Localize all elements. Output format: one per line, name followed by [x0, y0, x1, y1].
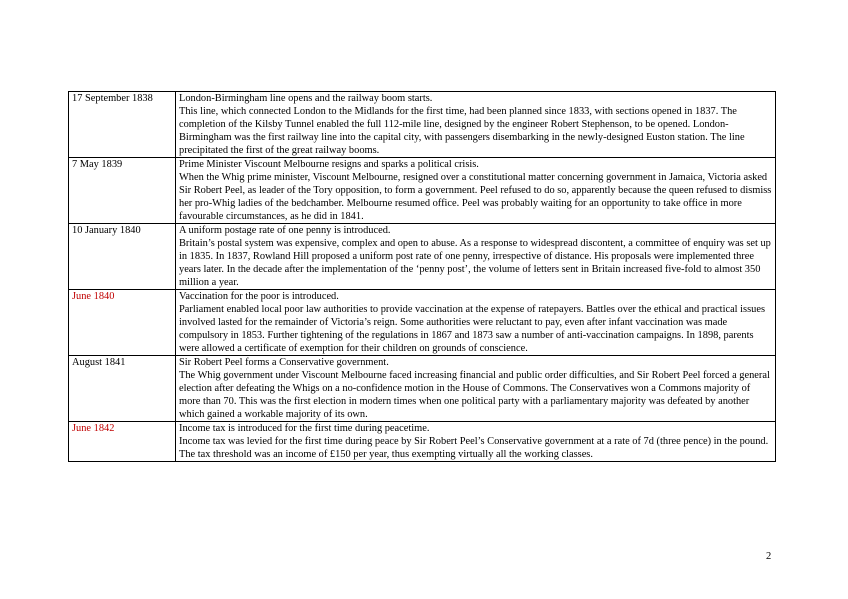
- table-row: [69, 224, 776, 290]
- event-description: The Whig government under Viscount Melbourne faced increasing financial and public order difficulties, and Sir Robert Peel forced a general election after defeating the Whigs on a no-confidence motion in the House of Commons. The Conservatives won a Commons majority of more than 70. This was the first election in modern times when one political party with a parliamentary majority was defeated by another which gained a workable majority of its own.: [179, 370, 770, 420]
- event-headline: Vaccination for the poor is introduced.: [179, 291, 339, 302]
- page-number: 2: [766, 551, 772, 562]
- date-cell: 7 May 1839: [69, 158, 176, 224]
- event-headline: London-Birmingham line opens and the railway boom starts.: [179, 93, 433, 104]
- event-description: Income tax was levied for the first time during peace by Sir Robert Peel’s Conservative government at a rate of 7d (three pence) in the pound. The tax threshold was an income of £150 per year, thus exempting virtually all the working classes.: [179, 436, 769, 460]
- date-cell: June 1840: [69, 290, 176, 356]
- table-row: [69, 422, 776, 462]
- table-row: [69, 290, 776, 356]
- event-cell: [176, 422, 776, 462]
- event-headline: A uniform postage rate of one penny is introduced.: [179, 225, 391, 236]
- date-cell: June 1842: [69, 422, 176, 462]
- event-description: Parliament enabled local poor law authorities to provide vaccination at the expense of ratepayers. Battles over the ethical and practical issues involved lasted for the remainder of Victoria’s reign. Some authorities were reluctant to pay, even after infant vaccination was made compulsory in 1853. Further tightening of the regulations in 1867 and 1873 saw a number of anti-vaccination campaigns. In 1898, parents were allowed a certificate of exemption for their children on grounds of conscience.: [179, 304, 765, 354]
- table-row: [69, 356, 776, 422]
- event-cell: [176, 224, 776, 290]
- table-row: [69, 158, 776, 224]
- event-headline: Income tax is introduced for the first time during peacetime.: [179, 423, 430, 434]
- event-cell: [176, 158, 776, 224]
- date-cell: 17 September 1838: [69, 92, 176, 158]
- event-cell: [176, 356, 776, 422]
- event-description: Britain’s postal system was expensive, complex and open to abuse. As a response to widespread discontent, a committee of enquiry was set up in 1835. In 1837, Rowland Hill proposed a uniform post rate of one penny, irrespective of distance. His proposals were implemented three years later. In the decade after the implementation of the ‘penny post’, the volume of letters sent in Britain increased five-fold to almost 350 million a year.: [179, 238, 771, 288]
- date-cell: August 1841: [69, 356, 176, 422]
- date-cell: 10 January 1840: [69, 224, 176, 290]
- timeline-table: [68, 91, 776, 462]
- event-description: This line, which connected London to the Midlands for the first time, had been planned since 1833, with sections opened in 1837. The completion of the Kilsby Tunnel enabled the full 112-mile line, designed by the engineer Robert Stephenson, to be opened. London-Birmingham was the first railway line into the capital city, with passengers disembarking in the newly-designed Euston station. The line precipitated the first of the great railway booms.: [179, 106, 745, 156]
- event-headline: Sir Robert Peel forms a Conservative government.: [179, 357, 389, 368]
- table-row: [69, 92, 776, 158]
- event-cell: [176, 290, 776, 356]
- event-headline: Prime Minister Viscount Melbourne resigns and sparks a political crisis.: [179, 159, 479, 170]
- event-description: When the Whig prime minister, Viscount Melbourne, resigned over a constitutional matter concerning government in Jamaica, Victoria asked Sir Robert Peel, as leader of the Tory opposition, to form a government. Peel refused to do so, apparently because the queen refused to dismiss her pro-Whig ladies of the bedchamber. Melbourne resumed office. Peel was probably waiting for an opportunity to take office in more favourable circumstances, as he did in 1841.: [179, 172, 772, 222]
- event-cell: [176, 92, 776, 158]
